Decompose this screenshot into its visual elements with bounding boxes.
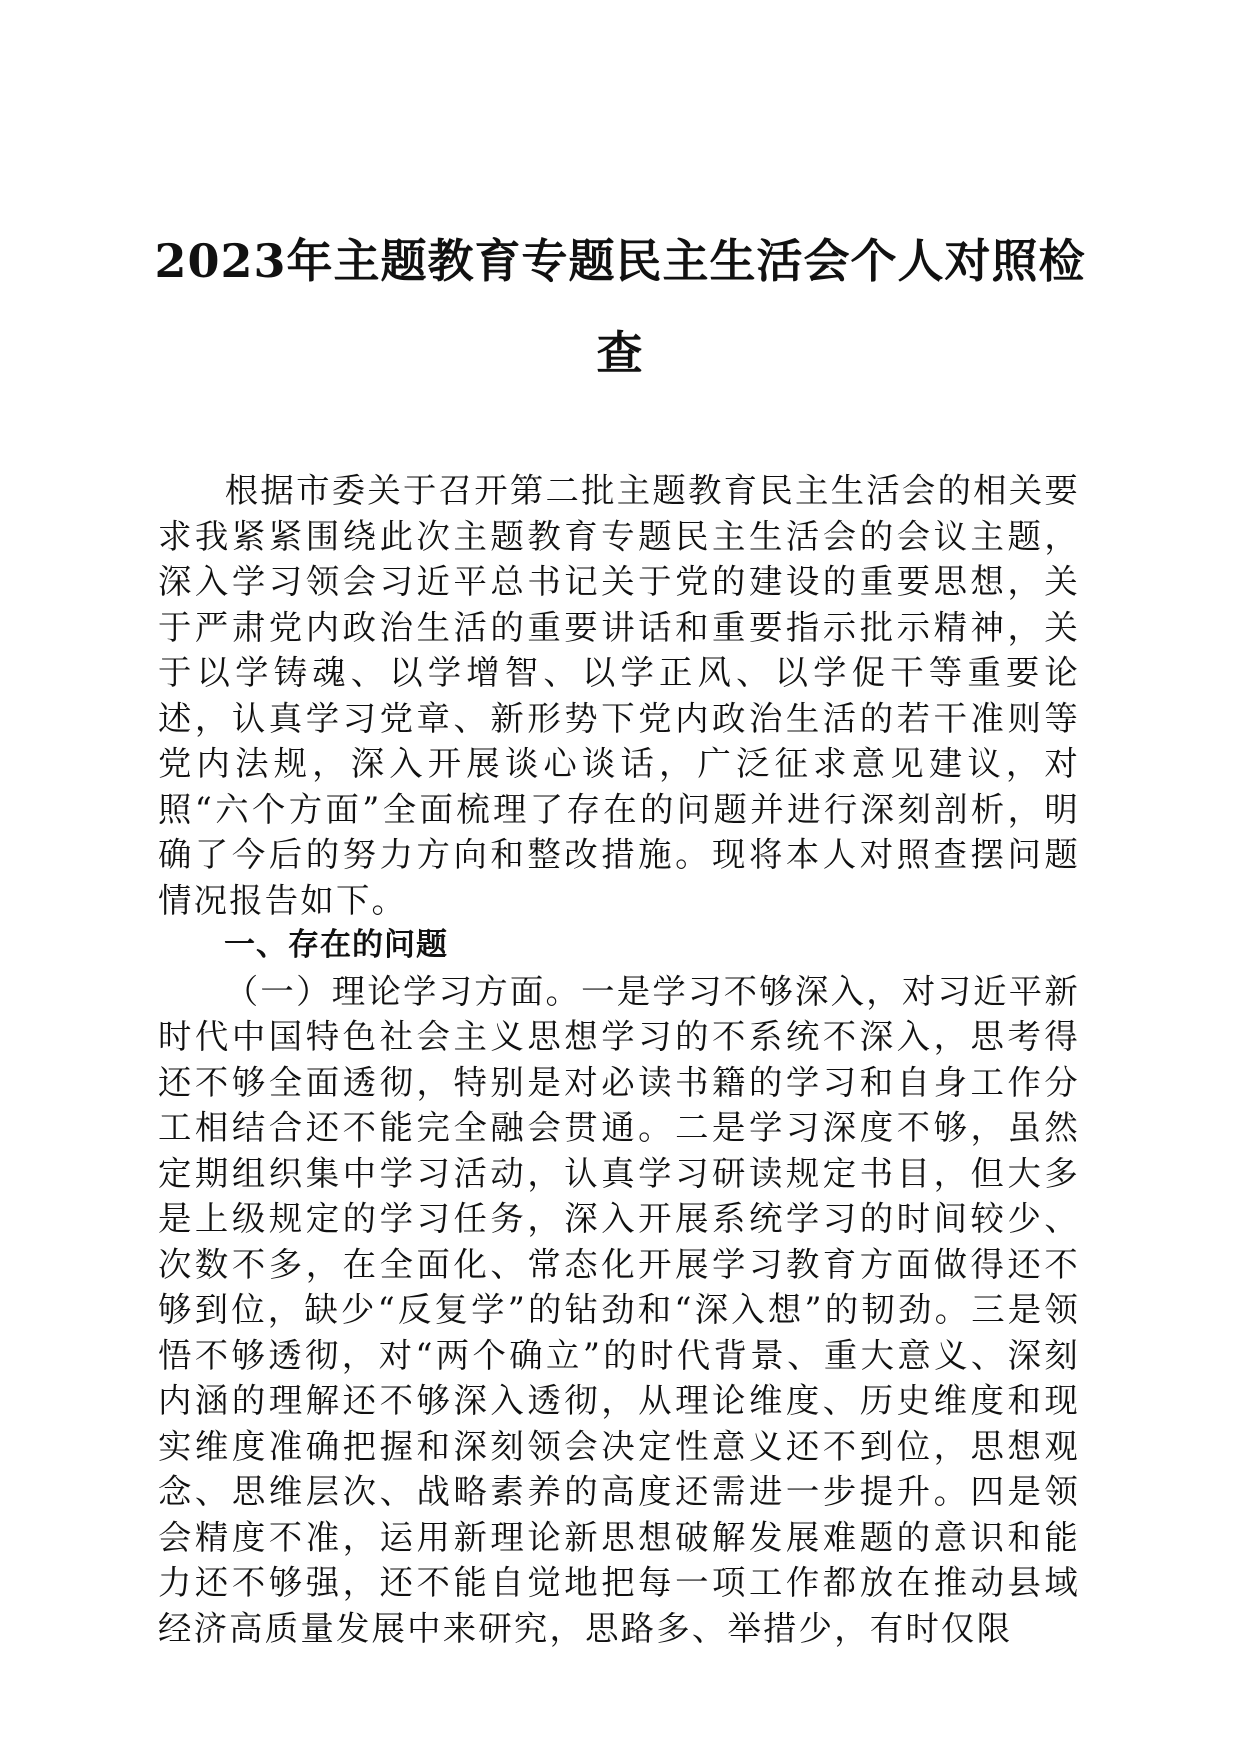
document-title-line1: 2023年主题教育专题民主生活会个人对照检 <box>154 234 1086 288</box>
intro-paragraph: 根据市委关于召开第二批主题教育民主生活会的相关要求我紧紧围绕此次主题教育专题民主生活会的会议主题，深入学习领会习近平总书记关于党的建设的重要思想，关于严肃党内政治生活的重要讲话和重要指示批示精神，关于以学铸魂、以学增智、以学正风、以学促干等重要论述，认真学习党章、新形势下党内政治生活的若干准则等党内法规，深入开展谈心谈话，广泛征求意见建议，对照“六个方面”全面梳理了存在的问题并进行深刻剖析，明确了今后的努力方向和整改措施。现将本人对照查摆问题情况报告如下。 <box>158 471 1080 920</box>
document-title-line2: 查 <box>596 326 644 380</box>
section-paragraph: （一）理论学习方面。一是学习不够深入，对习近平新时代中国特色社会主义思想学习的不系统不深入，思考得还不够全面透彻，特别是对必读书籍的学习和自身工作分工相结合还不能完全融会贯通。二是学习深度不够，虽然定期组织集中学习活动，认真学习研读规定书目，但大多是上级规定的学习任务，深入开展系统学习的时间较少、次数不多，在全面化、常态化开展学习教育方面做得还不够到位，缺少“反复学”的钻劲和“深入想”的韧劲。三是领悟不够透彻，对“两个确立”的时代背景、重大意义、深刻内涵的理解还不够深入透彻，从理论维度、历史维度和现实维度准确把握和深刻领会决定性意义还不到位，思想观念、思维层次、战略素养的高度还需进一步提升。四是领会精度不准，运用新理论新思想破解发展难题的意识和能力还不够强，还不能自觉地把每一项工作都放在推动县域经济高质量发展中来研究，思路多、举措少，有时仅限 <box>158 971 1080 1648</box>
document-body <box>158 468 1080 1651</box>
section-heading: 一、存在的问题 <box>224 927 448 963</box>
